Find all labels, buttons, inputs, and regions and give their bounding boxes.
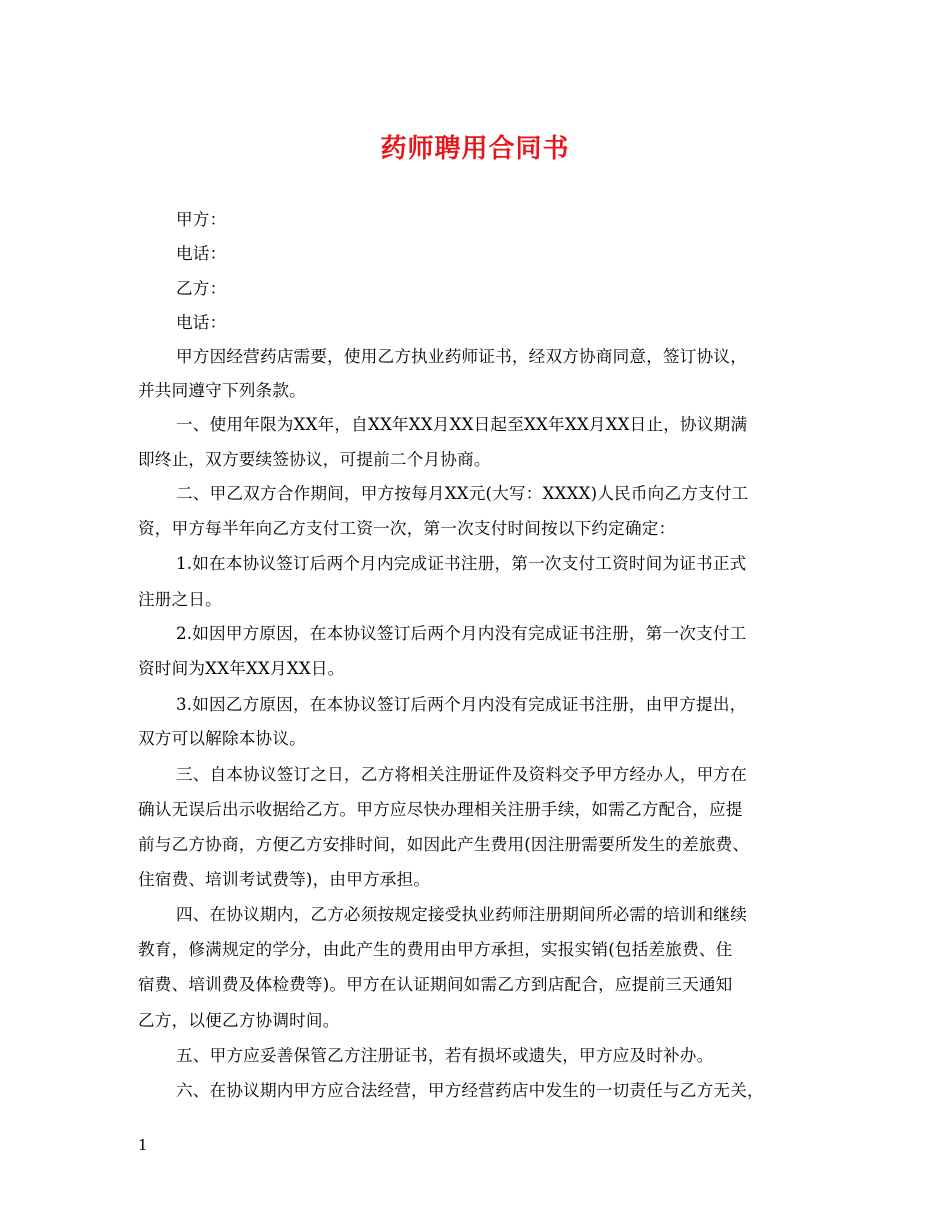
text-line: 确认无误后出示收据给乙方。甲方应尽快办理相关注册手续，如需乙方配合，应提 <box>138 800 743 819</box>
text-line: 三、自本协议签订之日，乙方将相关注册证件及资料交予甲方经办人，甲方在 <box>176 765 747 784</box>
text-line: 即终止，双方要续签协议，可提前二个月协商。 <box>138 450 491 469</box>
text-line: 前与乙方协商，方便乙方安排时间，如因此产生费用(因注册需要所发生的差旅费、 <box>138 835 750 854</box>
text-line: 1.如在本协议签订后两个月内完成证书注册，第一次支付工资时间为证书正式 <box>176 554 747 573</box>
text-line: 甲方： <box>176 210 227 229</box>
text-line: 资时间为XX年XX月XX日。 <box>138 659 345 678</box>
text-line: 双方可以解除本协议。 <box>138 729 306 748</box>
text-line: 3.如因乙方原因，在本协议签订后两个月内没有完成证书注册，由甲方提出， <box>176 695 747 714</box>
text-line: 教育，修满规定的学分，由此产生的费用由甲方承担，实报实销(包括差旅费、住 <box>138 940 733 959</box>
text-line: 并共同遵守下列条款。 <box>138 381 306 400</box>
document-title: 药师聘用合同书 <box>380 134 570 164</box>
text-line: 一、使用年限为XX年，自XX年XX月XX日起至XX年XX月XX日止，协议期满 <box>176 415 748 434</box>
text-line: 五、甲方应妥善保管乙方注册证书，若有损坏或遗失，甲方应及时补办。 <box>176 1046 714 1065</box>
text-line: 甲方因经营药店需要，使用乙方执业药师证书，经双方协商同意，签订协议， <box>176 347 747 366</box>
text-line: 宿费、培训费及体检费等)。甲方在认证期间如需乙方到店配合，应提前三天通知 <box>138 975 733 994</box>
text-line: 四、在协议期内，乙方必须按规定接受执业药师注册期间所必需的培训和继续 <box>176 905 747 924</box>
text-line: 电话： <box>176 244 227 263</box>
text-line: 六、在协议期内甲方应合法经营，甲方经营药店中发生的一切责任与乙方无关， <box>176 1081 764 1100</box>
text-line: 资，甲方每半年向乙方支付工资一次，第一次支付时间按以下约定确定： <box>138 519 676 538</box>
text-line: 住宿费、培训考试费等)，由甲方承担。 <box>138 870 431 889</box>
text-line: 2.如因甲方原因，在本协议签订后两个月内没有完成证书注册，第一次支付工 <box>176 624 747 643</box>
page-number: 1 <box>138 1136 148 1154</box>
text-line: 二、甲乙双方合作期间，甲方按每月XX元(大写：XXXX)人民币向乙方支付工 <box>176 484 749 503</box>
text-line: 乙方，以便乙方协调时间。 <box>138 1011 340 1030</box>
text-line: 注册之日。 <box>138 590 222 609</box>
text-line: 乙方： <box>176 279 227 298</box>
text-line: 电话： <box>176 313 227 332</box>
